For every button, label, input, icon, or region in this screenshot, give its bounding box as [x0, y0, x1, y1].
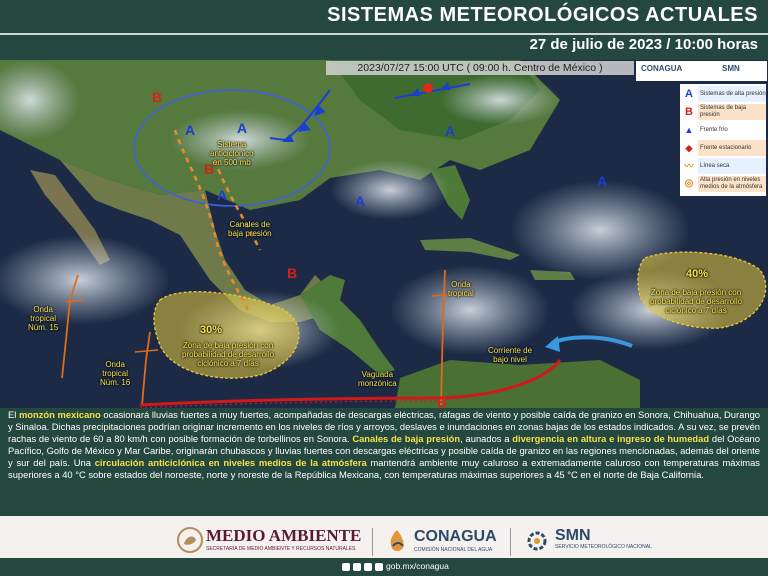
high-pressure-marker: A [237, 120, 248, 136]
social-bar [0, 558, 768, 576]
low-level-jet-label: Corriente de bajo nivel [488, 346, 533, 364]
medio-ambiente-logo: MEDIO AMBIENTE [206, 526, 362, 545]
high-pressure-marker: A [185, 122, 196, 138]
low-pressure-marker: B [287, 265, 298, 281]
tropical-wave-16-label: Onda tropical Núm. 16 [100, 360, 131, 387]
semarnat-subtitle: SECRETARÍA DE MEDIO AMBIENTE Y RECURSOS NATURALES [206, 546, 356, 552]
monsoon-trough-label: Vaguada monzónica [358, 370, 397, 388]
footer-divider [510, 528, 511, 556]
highlight-low-channels: Canales de baja presión [352, 433, 461, 444]
youtube-icon[interactable] [375, 563, 383, 571]
legend-item-cold-front: ▲ Frente frío [680, 122, 766, 138]
tropical-wave-east-label: Onda tropical [448, 280, 474, 298]
highlight-divergence: divergencia en altura e ingreso de humedad [512, 433, 710, 444]
atlantic-low-probability: 40% [686, 268, 709, 280]
conagua-subtitle: COMISIÓN NACIONAL DEL AGUA [414, 547, 493, 553]
upper-high-icon: ◎ [684, 178, 694, 189]
pacific-low-label: Zona de baja presión con probabilidad de desarrollo ciclónico a 7 días [182, 341, 275, 368]
smn-icon [522, 526, 552, 556]
legend-item-stationary-front: ◆ Frente estacionario [680, 140, 766, 156]
low-pressure-marker: B [437, 394, 448, 408]
anticyclone-label: Sistema anticiclónico en 500 mb [210, 140, 254, 167]
forecast-date: 27 de julio de 2023 / 10:00 horas [529, 36, 758, 53]
footer-divider [372, 528, 373, 556]
conagua-icon [384, 528, 410, 554]
legend-item-low: B Sistemas de baja presión [680, 104, 766, 120]
eagle-emblem-icon [176, 526, 204, 554]
satellite-map [0, 60, 768, 408]
legend-item-upper-high: ◎ Alta presión en niveles medios de la atmósfera [680, 176, 766, 192]
high-pressure-marker: A [597, 173, 608, 189]
conagua-logo: CONAGUA [641, 64, 683, 73]
legend-item-high: A Sistemas de alta presión [680, 86, 766, 102]
high-pressure-marker: A [445, 123, 456, 139]
pacific-low-probability: 30% [200, 324, 223, 336]
high-pressure-marker: A [217, 187, 228, 203]
low-pressure-icon: B [685, 106, 693, 118]
header-bar [0, 0, 768, 60]
cold-front-icon: ▲ [684, 125, 694, 135]
tropical-wave-15-label: Onda tropical Núm. 15 [28, 305, 59, 332]
page-title: SISTEMAS METEOROLÓGICOS ACTUALES [327, 4, 758, 26]
highlight-anticyclone: circulación anticiclónica en niveles medios de la atmósfera [94, 457, 367, 468]
twitter-icon[interactable] [353, 563, 361, 571]
instagram-icon[interactable] [364, 563, 372, 571]
stationary-front-icon: ◆ [685, 143, 693, 153]
highlight-monsoon: monzón mexicano [18, 409, 101, 420]
high-pressure-marker: A [355, 193, 366, 209]
low-channels-label: Canales de baja presión [228, 220, 272, 238]
legend-item-dry-line: 〰 Línea seca [680, 158, 766, 174]
map-legend [680, 84, 766, 196]
map-logo-strip [636, 61, 767, 81]
smn-logo-footer: SMN [555, 527, 591, 544]
smn-subtitle: SERVICIO METEOROLÓGICO NACIONAL [555, 544, 652, 550]
facebook-icon[interactable] [342, 563, 350, 571]
smn-logo: SMN [722, 64, 740, 73]
gob-mx-link[interactable]: gob.mx/conagua [386, 561, 449, 571]
forecast-description: El monzón mexicano ocasionará lluvias fuertes a muy fuertes, acompañadas de descargas eléctricas, ráfagas de viento y posible caída de granizo en Sonora, Chihuahua, Durango y Sinaloa. Dichas precipitaciones podrían originar incremento en los niveles de ríos y arroyos, deslaves e inundaciones en zonas bajas de los estados indicados. A su vez, se prevén rachas de viento de 60 a 80 km/h con posible formación de torbellinos en Sonora. Canales de baja presión, aunados a divergencia en altura e ingreso de humedad del Océano Pacífico, Golfo de México y Mar Caribe, originarán chubascos y lluvias fuertes con descargas eléctricas y posible caída de granizo en las regiones mencionadas, además del oriente y sur del país. Una circulación anticiclónica en niveles medios de la atmósfera mantendrá ambiente muy caluroso a extremadamente caluroso con temperaturas máximas superiores a 40 °C sobre estados del noroeste, norte y noreste de la República Mexicana, con temperaturas máximas superiores a 45 °C en el norte de Baja California. [8, 409, 760, 480]
conagua-logo-footer: CONAGUA [414, 528, 497, 545]
low-pressure-marker: B [204, 161, 215, 177]
atlantic-low-label: Zona de baja presión con probabilidad de desarrollo ciclónico a 7 días [650, 288, 743, 315]
image-timestamp: 2023/07/27 15:00 UTC ( 09:00 h. Centro de México ) [326, 61, 634, 75]
dry-line-icon: 〰 [684, 161, 694, 171]
low-pressure-marker: B [152, 89, 163, 105]
header-divider [0, 33, 768, 35]
high-pressure-icon: A [685, 88, 693, 100]
satellite-map-graphic [0, 60, 768, 408]
